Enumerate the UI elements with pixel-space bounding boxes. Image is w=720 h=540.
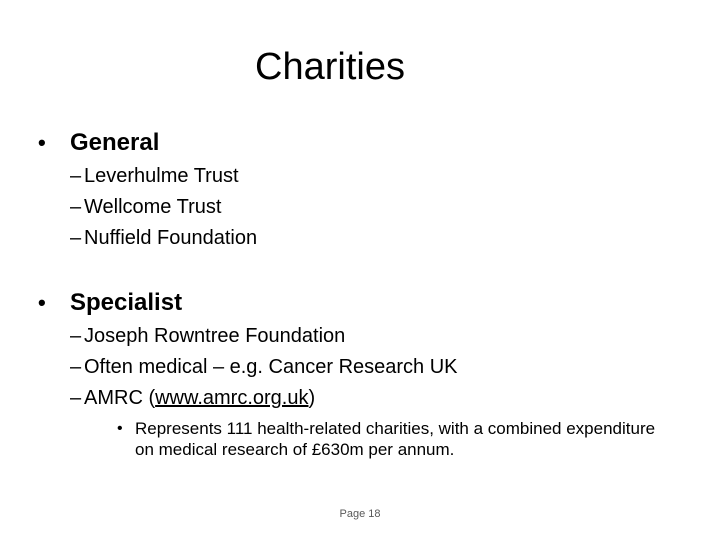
dash-icon: – xyxy=(70,227,82,249)
dash-icon: – xyxy=(70,325,82,347)
list-item xyxy=(70,223,257,254)
dash-icon: – xyxy=(70,196,82,218)
amrc-suffix: ) xyxy=(308,387,316,409)
dash-icon: – xyxy=(70,387,82,409)
dash-icon: – xyxy=(70,165,82,187)
specialist-heading: Specialist xyxy=(70,289,183,316)
amrc-note-text: Represents 111 health-related charities, with a combined expenditure on medical research of £630m per annum. xyxy=(135,419,656,459)
amrc-link[interactable]: www.amrc.org.uk xyxy=(155,387,309,409)
general-item-3: Nuffield Foundation xyxy=(84,227,258,249)
list-item xyxy=(70,192,221,223)
list-item xyxy=(70,321,345,352)
list-item xyxy=(70,161,239,192)
specialist-item-2: Often medical – e.g. Cancer Research UK xyxy=(84,356,458,378)
amrc-prefix: AMRC ( xyxy=(84,387,156,409)
general-item-1: Leverhulme Trust xyxy=(84,165,239,187)
slide-title: Charities xyxy=(255,46,405,88)
general-heading: General xyxy=(70,129,160,156)
page-number: Page 18 xyxy=(339,508,381,520)
bullet-general xyxy=(38,128,159,158)
amrc-note xyxy=(117,418,677,460)
bullet-icon: • xyxy=(117,420,123,437)
bullet-icon: • xyxy=(38,130,46,155)
bullet-icon: • xyxy=(38,290,46,315)
general-item-2: Wellcome Trust xyxy=(84,196,222,218)
dash-icon: – xyxy=(70,356,82,378)
bullet-specialist xyxy=(38,288,182,318)
list-item xyxy=(70,352,458,383)
list-item xyxy=(70,383,315,414)
specialist-item-1: Joseph Rowntree Foundation xyxy=(84,325,346,347)
